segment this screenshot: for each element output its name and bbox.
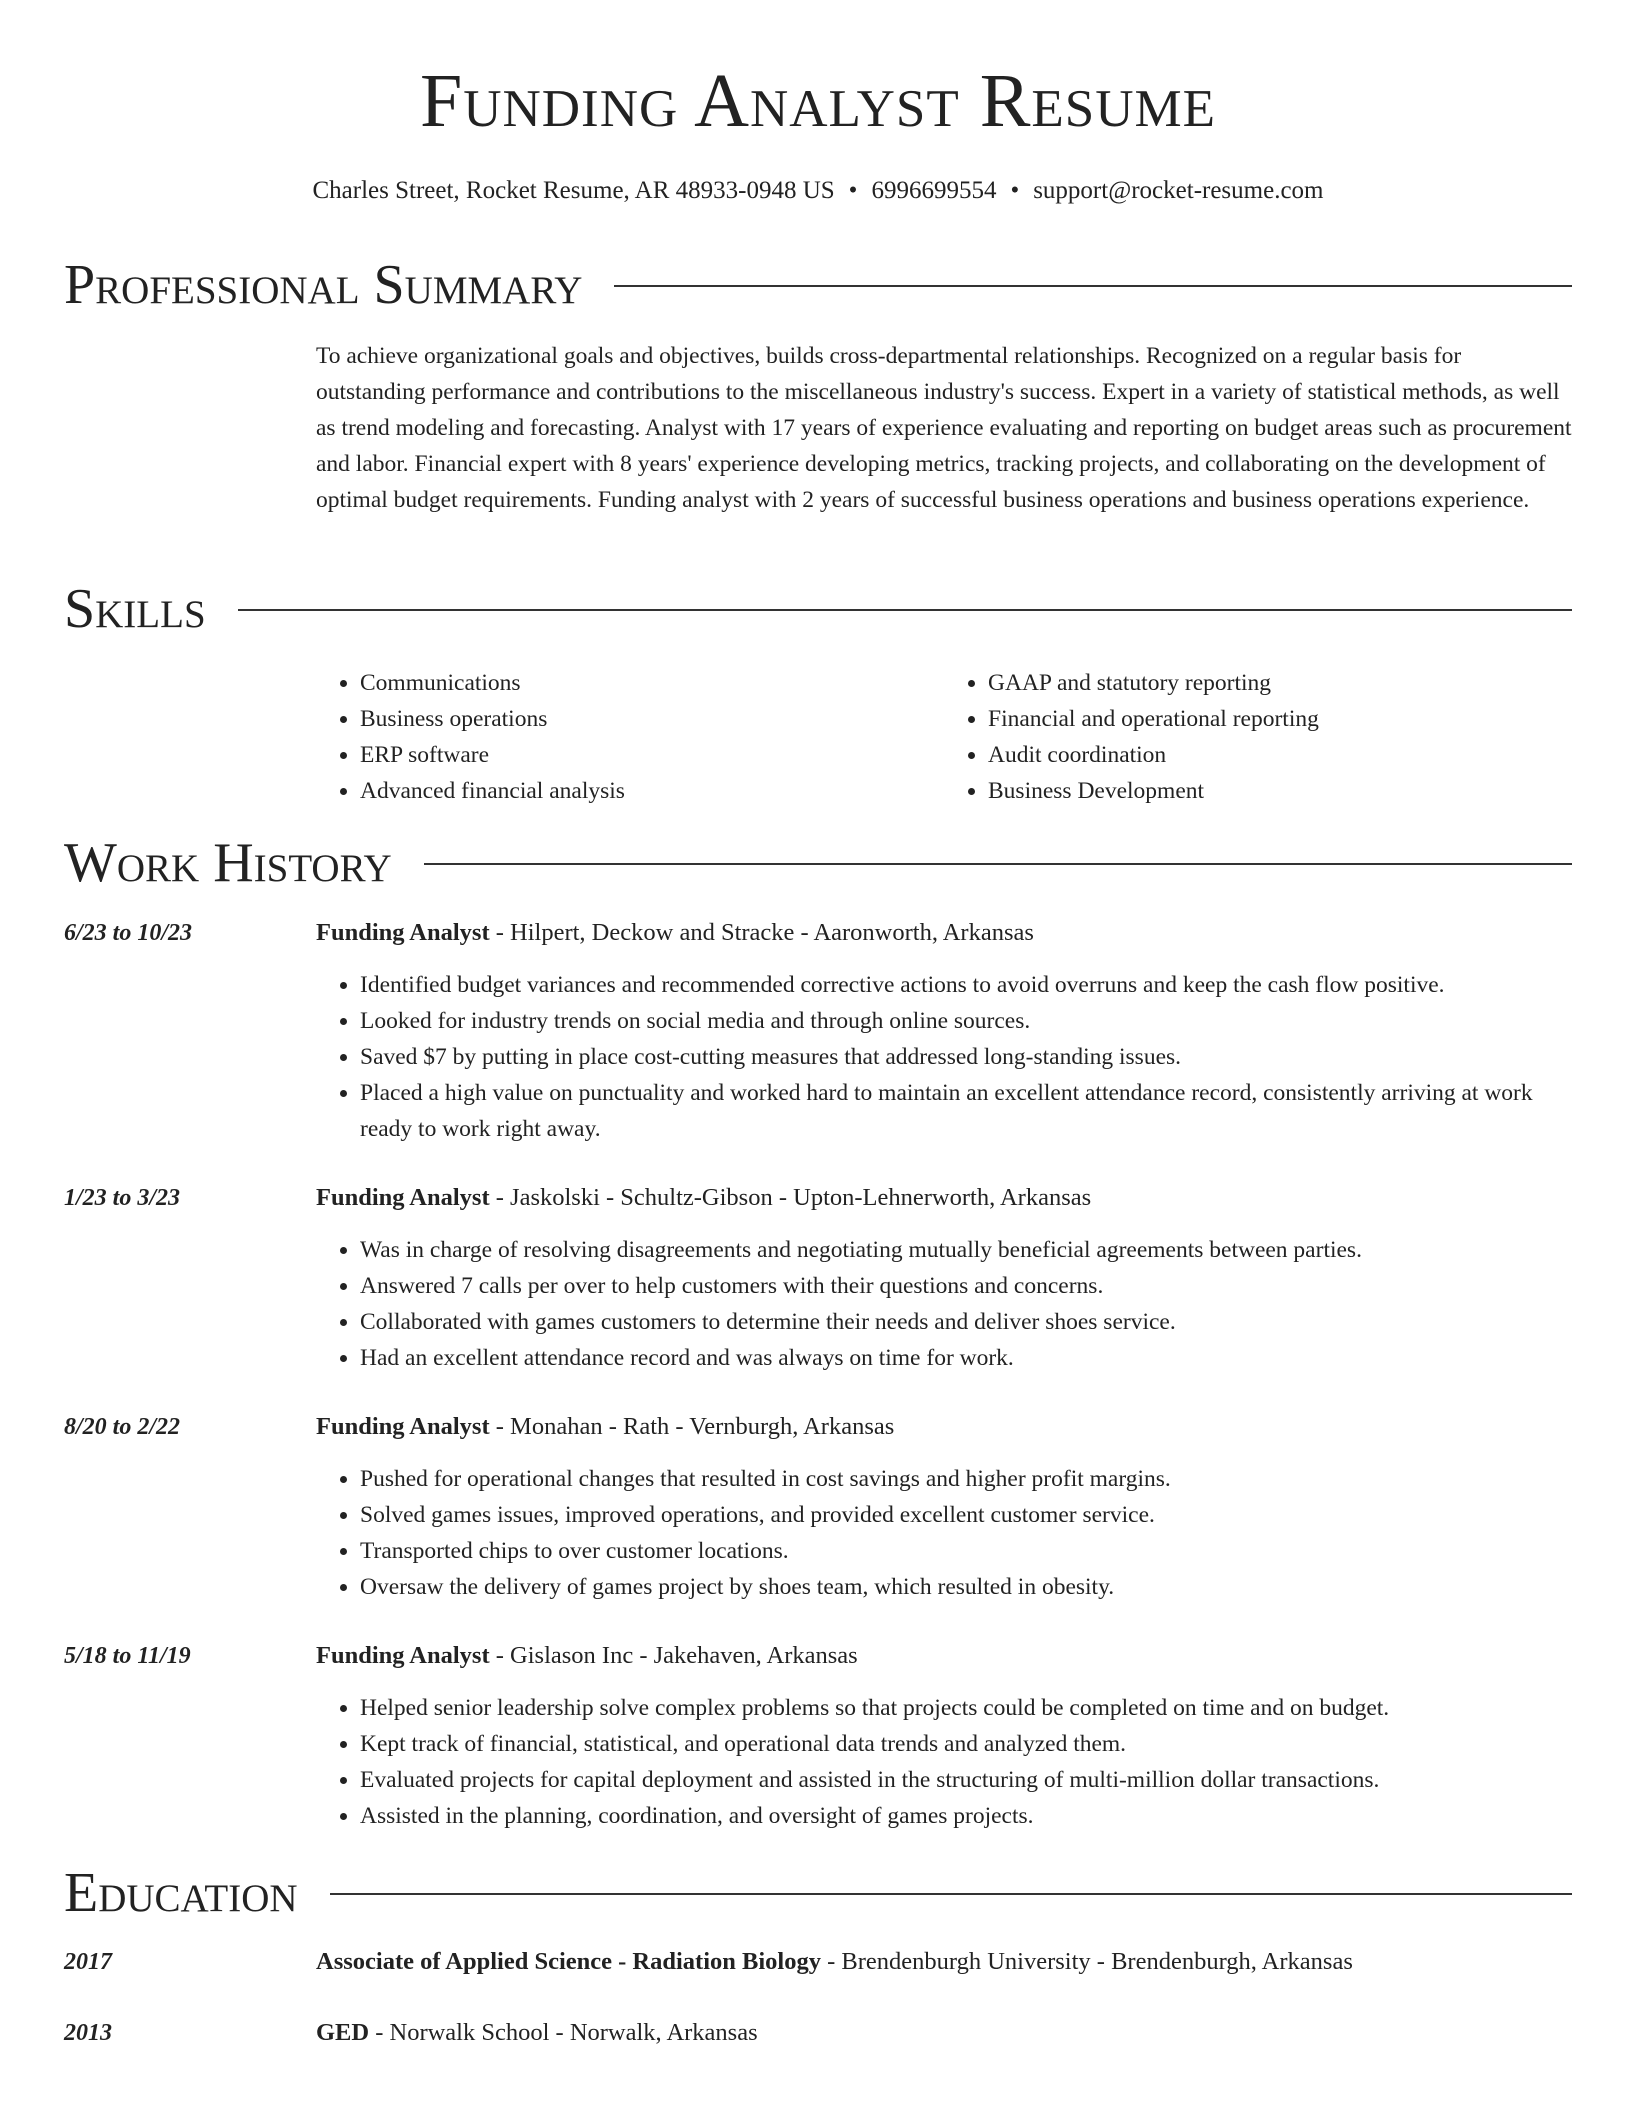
resume-title: Funding Analyst Resume <box>419 59 1217 143</box>
work-bullet: • Solved games issues, improved operations, and provided excellent customer service. <box>360 1497 1572 1533</box>
work-dates: 5/18 to 11/19 <box>64 1643 191 1669</box>
skill-item: • Business Development <box>988 773 1572 809</box>
work-bullet: • Evaluated projects for capital deployment and assisted in the structuring of multi-million dollar transactions. <box>360 1762 1572 1798</box>
education-year: 2013 <box>64 2020 112 2046</box>
education-school: - Norwalk School - Norwalk, Arkansas <box>369 2019 758 2046</box>
section-header-summary <box>64 252 1572 318</box>
section-title-skills: Skills <box>64 578 206 640</box>
work-bullets <box>316 1232 1572 1376</box>
work-bullet: • Oversaw the delivery of games project by shoes team, which resulted in obesity. <box>360 1569 1572 1605</box>
work-bullet: • Placed a high value on punctuality and worked hard to maintain an excellent attendance record, consistently arriving at work ready to work right away. <box>360 1075 1572 1147</box>
section-title-education: Education <box>64 1862 298 1924</box>
contact-phone: 6996699554 <box>871 177 997 204</box>
work-heading <box>316 1409 1572 1445</box>
work-heading <box>316 1180 1572 1216</box>
education-degree: GED <box>316 2019 370 2046</box>
work-bullet: • Had an excellent attendance record and was always on time for work. <box>360 1340 1572 1376</box>
education-year: 2017 <box>64 1949 112 1975</box>
work-bullet: • Answered 7 calls per over to help customers with their questions and concerns. <box>360 1268 1572 1304</box>
education-degree: Associate of Applied Science - Radiation Biology <box>316 1948 821 1975</box>
contact-email[interactable]: support@rocket-resume.com <box>1033 177 1324 204</box>
education-school: - Brendenburgh University - Brendenburgh, Arkansas <box>820 1948 1353 1975</box>
section-divider <box>238 609 1572 611</box>
contact-line <box>64 174 1572 208</box>
education-heading <box>316 1944 1572 1980</box>
work-bullet: • Helped senior leadership solve complex problems so that projects could be completed on time and on budget. <box>360 1690 1572 1726</box>
work-title: Funding Analyst <box>316 1184 490 1211</box>
work-bullet: • Assisted in the planning, coordination, and oversight of games projects. <box>360 1798 1572 1834</box>
skill-item: • Communications <box>360 665 944 701</box>
work-employer: - Monahan - Rath - Vernburgh, Arkansas <box>489 1413 895 1440</box>
skill-item: • Business operations <box>360 701 944 737</box>
work-title: Funding Analyst <box>316 919 490 946</box>
section-divider <box>330 1893 1572 1895</box>
education-heading <box>316 2015 1572 2051</box>
section-header-skills <box>64 576 1572 642</box>
work-bullet: • Saved $7 by putting in place cost-cutting measures that addressed long-standing issues. <box>360 1039 1572 1075</box>
section-divider <box>424 863 1572 865</box>
work-title: Funding Analyst <box>316 1413 490 1440</box>
work-bullets <box>316 1690 1572 1834</box>
work-dates: 1/23 to 3/23 <box>64 1185 181 1211</box>
section-header-work <box>64 830 1572 896</box>
work-employer: - Gislason Inc - Jakehaven, Arkansas <box>489 1642 858 1669</box>
work-bullet: • Was in charge of resolving disagreements and negotiating mutually beneficial agreements between parties. <box>360 1232 1572 1268</box>
section-divider <box>614 285 1572 287</box>
work-bullet: • Identified budget variances and recommended corrective actions to avoid overruns and keep the cash flow positive. <box>360 967 1572 1003</box>
section-title-work: Work History <box>64 832 392 894</box>
work-bullet: • Pushed for operational changes that resulted in cost savings and higher profit margins. <box>360 1461 1572 1497</box>
skills-list <box>316 665 1572 809</box>
work-heading <box>316 1638 1572 1674</box>
skill-item: • Advanced financial analysis <box>360 773 944 809</box>
section-header-education <box>64 1860 1572 1926</box>
work-bullet: • Transported chips to over customer locations. <box>360 1533 1572 1569</box>
work-bullets <box>316 967 1572 1147</box>
summary-paragraph: To achieve organizational goals and objectives, builds cross-departmental relationships. Recognized on a regular basis for outstanding performance and contributions to the miscellaneous industry's success. Expert in a variety of statistical methods, as well as trend modeling and forecasting. Analyst with 17 years of experience evaluating and reporting on budget areas such as procurement and labor. Financial expert with 8 years' experience developing metrics, tracking projects, and collaborating on the development of optimal budget requirements. Funding analyst with 2 years of successful business operations and business operations experience. <box>316 343 1572 513</box>
skill-item: • GAAP and statutory reporting <box>988 665 1572 701</box>
contact-address: Charles Street, Rocket Resume, AR 48933-0948 US <box>312 177 835 204</box>
work-bullet: • Kept track of financial, statistical, and operational data trends and analyzed them. <box>360 1726 1572 1762</box>
work-bullet: • Looked for industry trends on social media and through online sources. <box>360 1003 1572 1039</box>
contact-separator: • <box>848 177 858 204</box>
skill-item: • ERP software <box>360 737 944 773</box>
work-employer: - Hilpert, Deckow and Stracke - Aaronworth, Arkansas <box>489 919 1034 946</box>
work-bullets <box>316 1461 1572 1605</box>
work-title: Funding Analyst <box>316 1642 490 1669</box>
skills-column-left <box>316 665 944 809</box>
section-title-summary: Professional Summary <box>64 254 583 316</box>
work-heading <box>316 915 1572 951</box>
skill-item: • Financial and operational reporting <box>988 701 1572 737</box>
work-dates: 8/20 to 2/22 <box>64 1414 181 1440</box>
skills-column-right <box>944 665 1572 809</box>
contact-separator: • <box>1010 177 1020 204</box>
work-dates: 6/23 to 10/23 <box>64 920 193 946</box>
skill-item: • Audit coordination <box>988 737 1572 773</box>
work-bullet: • Collaborated with games customers to determine their needs and deliver shoes service. <box>360 1304 1572 1340</box>
work-employer: - Jaskolski - Schultz-Gibson - Upton-Lehnerworth, Arkansas <box>489 1184 1092 1211</box>
